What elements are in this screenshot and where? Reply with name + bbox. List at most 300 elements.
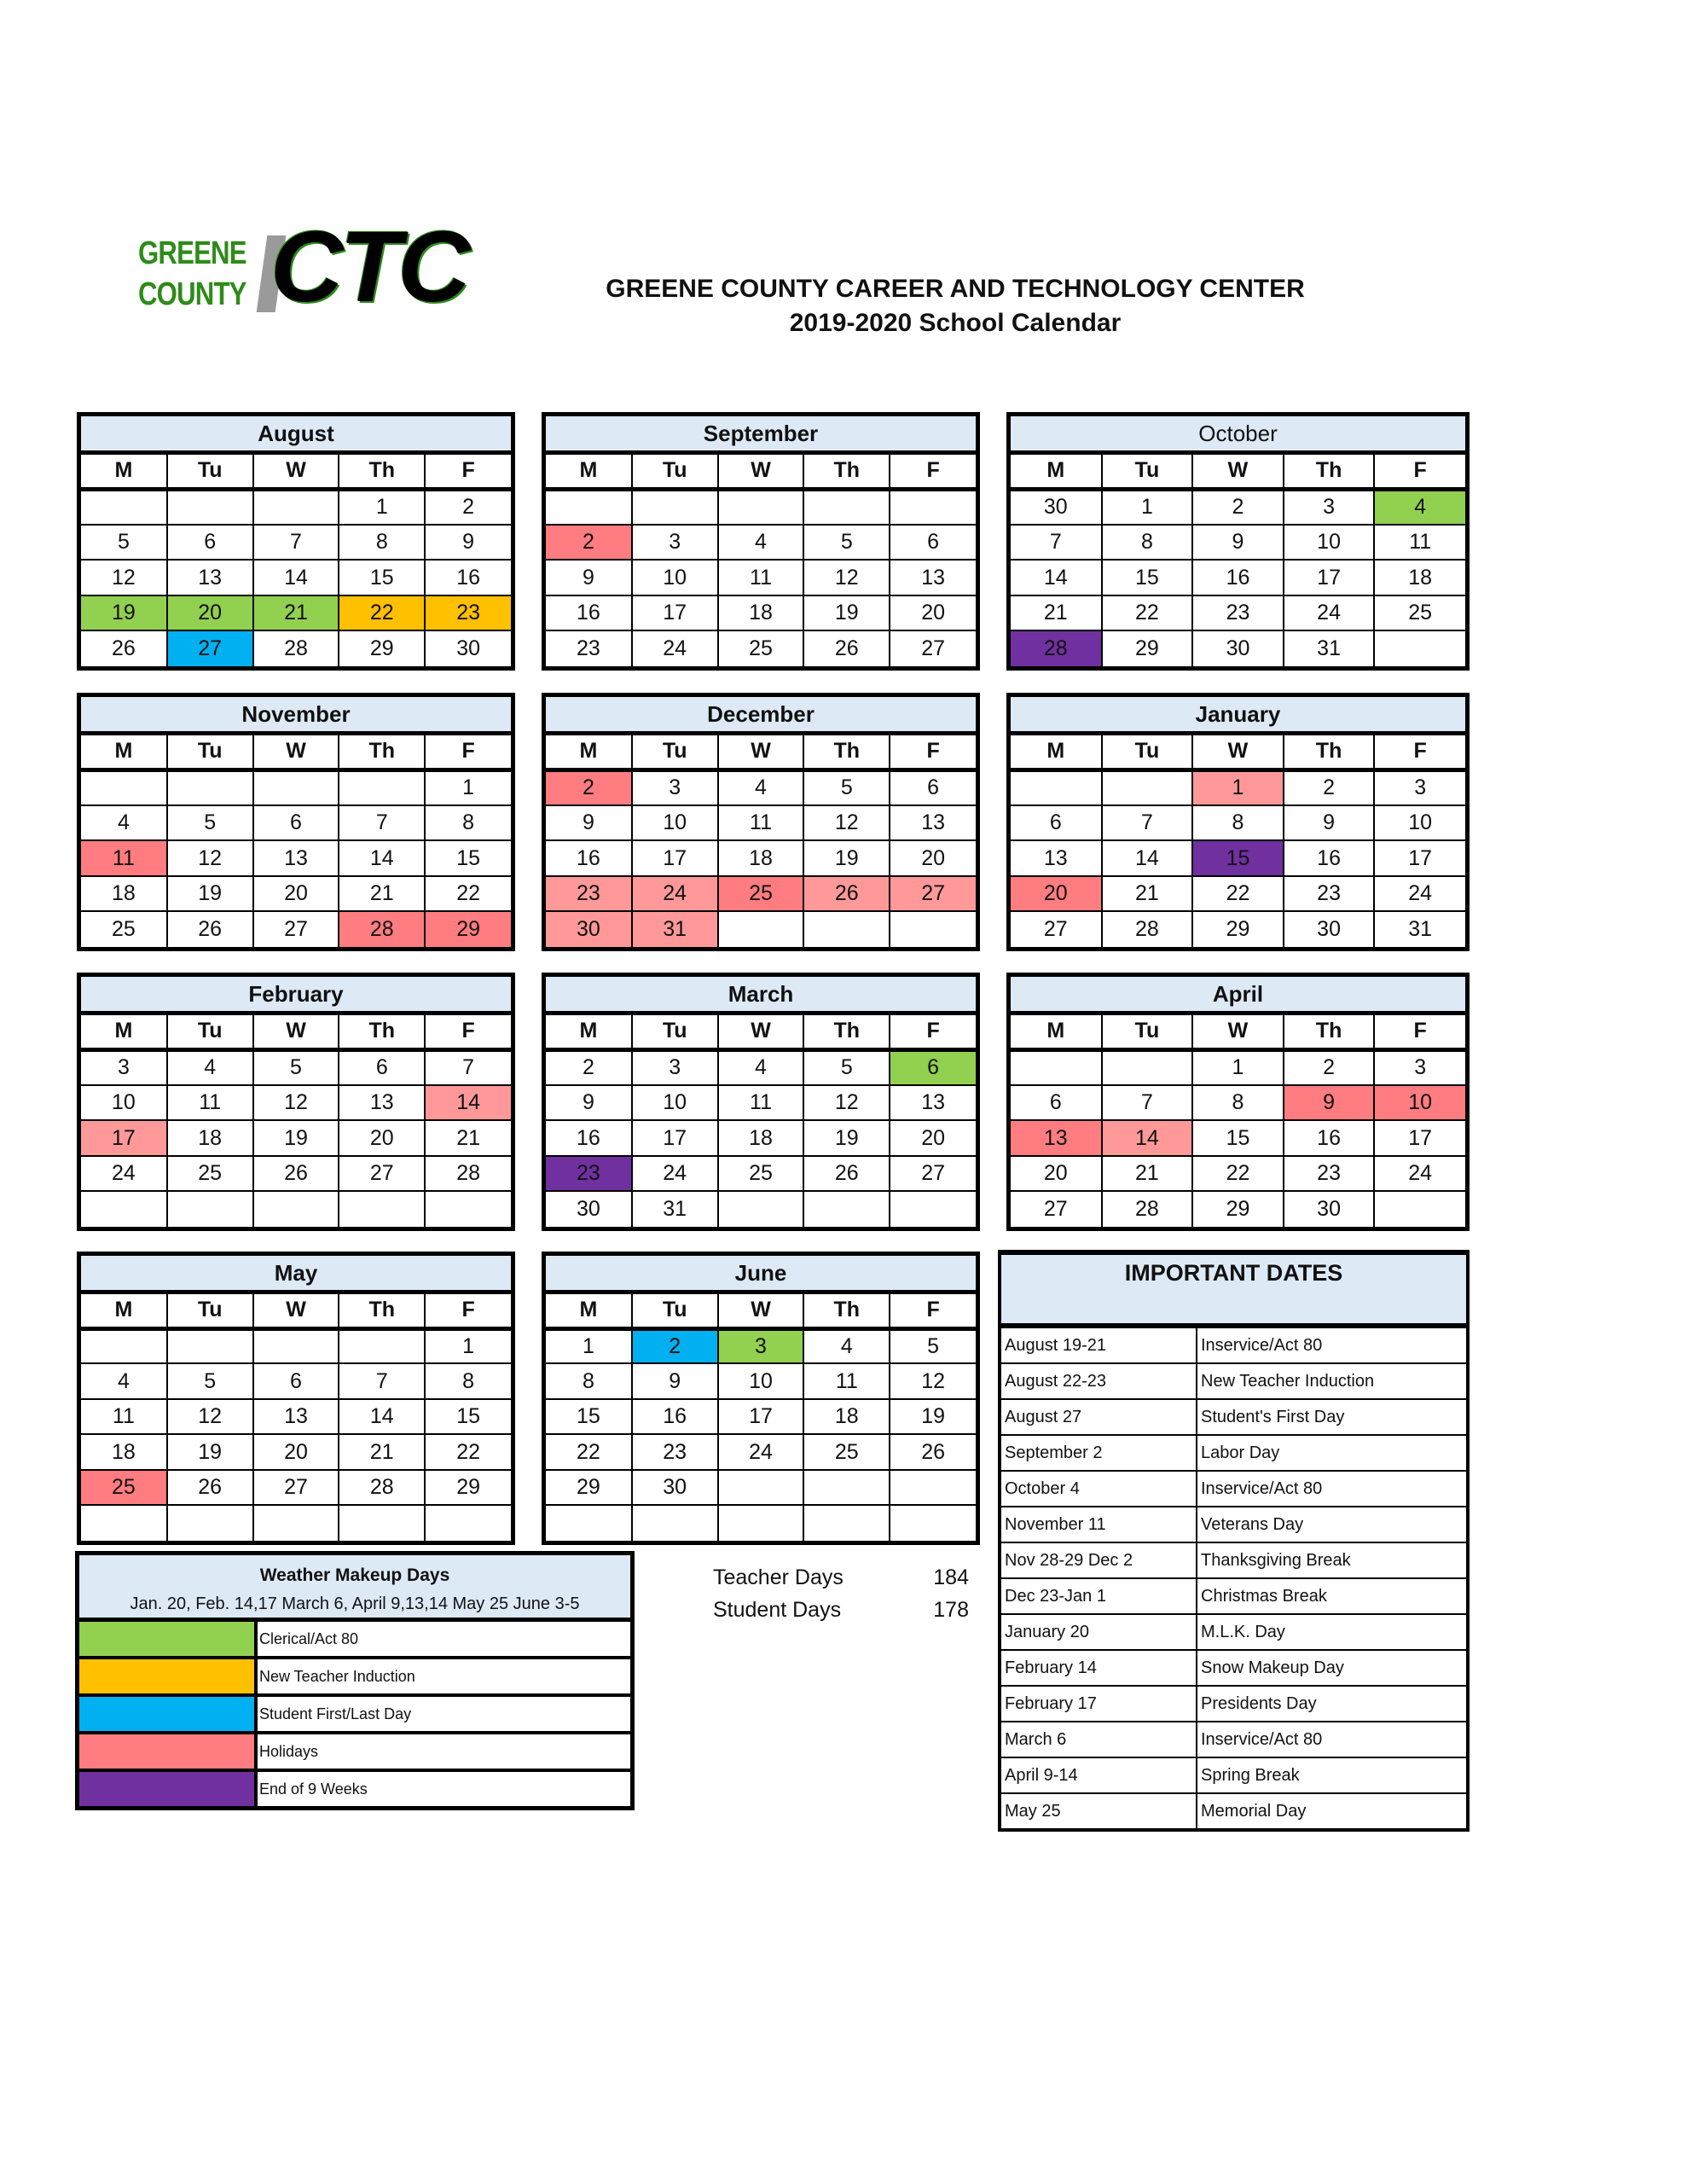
day-cell: 6 [1011,1085,1102,1121]
day-cell: 10 [81,1085,167,1121]
day-cell: 16 [546,595,632,631]
day-cell: 10 [1374,805,1465,841]
day-cell: 19 [803,1120,890,1156]
week-row [81,489,511,525]
day-cell: 14 [339,1399,425,1434]
day-cell: 13 [339,1085,425,1121]
weekday-header: Th [339,1014,425,1050]
weekday-header: Th [803,734,890,770]
day-cell: 20 [339,1120,425,1156]
day-cell: 20 [890,595,976,631]
legend-label: End of 9 Weeks [259,1780,368,1798]
day-cell: 28 [339,1470,425,1505]
weekday-header: M [81,453,167,490]
week-row [81,805,511,841]
day-cell: 23 [546,876,632,912]
logo-text [138,233,246,315]
day-cell: 12 [803,805,890,841]
day-cell: 6 [890,770,976,805]
day-cell: 25 [718,876,804,912]
week-row [546,630,976,666]
day-cell: 13 [167,560,253,595]
important-event: Thanksgiving Break [1197,1542,1466,1578]
empty-cell [339,1191,425,1227]
legend-item [79,1734,630,1772]
important-event: Spring Break [1197,1757,1466,1793]
important-date: September 2 [1001,1435,1197,1471]
empty-cell [339,1505,425,1541]
week-row [1011,805,1465,841]
day-cell: 17 [1374,1120,1465,1156]
day-cell: 18 [81,1434,167,1469]
week-row [546,1470,976,1505]
week-row [81,595,511,631]
day-cell: 23 [546,630,632,666]
week-row [1011,911,1465,947]
day-cell: 17 [632,1120,718,1156]
legend-label: Student First/Last Day [259,1705,412,1722]
month-april [1006,973,1470,1231]
day-cell: 9 [546,560,632,595]
day-cell: 10 [1374,1085,1465,1121]
day-cell: 11 [718,560,804,595]
day-cell: 7 [339,1363,425,1398]
day-cell: 10 [1284,525,1375,561]
empty-cell [339,770,425,805]
day-cell: 5 [890,1328,976,1363]
day-cell: 3 [1374,770,1465,805]
month-march [542,973,980,1231]
day-cell: 4 [718,525,804,561]
week-row [546,1156,976,1192]
month-december [542,693,980,951]
day-cell: 11 [167,1085,253,1121]
logo-line2: COUNTY [138,276,246,312]
day-cell: 20 [1011,1156,1102,1192]
week-row [546,1434,976,1469]
day-cell: 14 [253,560,339,595]
day-cell: 22 [546,1434,632,1469]
empty-cell [718,911,804,947]
day-cell: 28 [1102,911,1193,947]
day-cell: 13 [1011,1120,1102,1156]
empty-cell [1102,1049,1193,1085]
day-cell: 6 [890,1049,976,1085]
day-cell: 13 [890,560,976,595]
day-cell: 4 [803,1328,890,1363]
important-date: August 19-21 [1001,1327,1197,1363]
important-date-row [1001,1614,1466,1650]
empty-cell [253,489,339,525]
teacher-days-value: 184 [933,1565,969,1589]
day-cell: 8 [425,1363,511,1398]
week-row [1011,1156,1465,1192]
month-name: December [546,697,976,734]
day-cell: 2 [546,1049,632,1085]
day-cell: 6 [167,525,253,561]
week-row [81,525,511,561]
weekday-header: Tu [1102,734,1193,770]
day-cell: 1 [339,489,425,525]
weekday-header: M [81,1014,167,1050]
empty-cell [718,489,804,525]
day-cell: 20 [253,1434,339,1469]
weekday-header: Th [1284,453,1375,490]
legend-item [79,1772,630,1806]
important-event: Inservice/Act 80 [1197,1722,1466,1757]
day-cell: 23 [425,595,511,631]
day-cell: 5 [253,1049,339,1085]
empty-cell [890,1470,976,1505]
weekday-header: M [546,734,632,770]
week-row [546,770,976,805]
weekday-header: Th [803,453,890,490]
day-cell: 29 [1192,911,1284,947]
day-cell: 9 [1284,1085,1375,1121]
legend-swatch [79,1734,258,1769]
day-cell: 24 [632,876,718,912]
empty-cell [1011,770,1102,805]
important-date-row [1001,1578,1466,1614]
empty-cell [81,1505,167,1541]
day-cell: 26 [253,1156,339,1192]
week-row [546,1328,976,1363]
day-cell: 7 [339,805,425,841]
week-row [81,1470,511,1505]
legend-swatch [79,1622,258,1656]
day-cell: 11 [1374,525,1465,561]
day-cell: 27 [890,630,976,666]
day-cell: 11 [718,1085,804,1121]
legend-swatch [79,1659,258,1693]
day-cell: 16 [1192,560,1284,595]
day-cell: 16 [1284,1120,1375,1156]
day-cell: 17 [632,595,718,631]
weekday-header: Th [339,1292,425,1329]
day-cell: 15 [1192,1120,1284,1156]
empty-cell [890,489,976,525]
day-cell: 15 [1192,840,1284,876]
weekday-header: F [425,1292,511,1329]
week-row [81,770,511,805]
important-date: February 14 [1001,1650,1197,1686]
week-row [1011,1085,1465,1121]
week-row [81,1505,511,1541]
weather-makeup-header [79,1555,630,1622]
day-cell: 26 [803,630,890,666]
day-cell: 13 [890,1085,976,1121]
day-cell: 30 [1192,630,1284,666]
day-cell: 24 [1284,595,1375,631]
week-row [81,876,511,912]
teacher-days-label: Teacher Days [713,1565,844,1589]
month-name: October [1011,416,1465,453]
month-name: September [546,416,976,453]
day-cell: 27 [253,911,339,947]
week-row [81,840,511,876]
day-cell: 13 [890,805,976,841]
weekday-header: W [1192,453,1284,490]
day-cell: 25 [718,1156,804,1192]
day-cell: 2 [632,1328,718,1363]
important-date: Nov 28-29 Dec 2 [1001,1542,1197,1578]
day-cell: 9 [425,525,511,561]
day-cell: 23 [1284,876,1375,912]
week-row [546,1191,976,1227]
day-cell: 7 [1102,805,1193,841]
day-cell: 20 [890,840,976,876]
weekday-header: Th [339,453,425,490]
day-cell: 6 [1011,805,1102,841]
teacher-days [713,1561,969,1594]
month-name: June [546,1256,976,1292]
weekday-header: M [81,734,167,770]
important-date-row [1001,1507,1466,1542]
month-october [1006,412,1470,671]
important-event: Veterans Day [1197,1507,1466,1542]
weekday-header: M [1011,734,1102,770]
day-cell: 31 [1284,630,1375,666]
weekday-header: F [890,453,976,490]
day-cell: 23 [1192,595,1284,631]
week-row [546,1505,976,1541]
empty-cell [167,1505,253,1541]
day-cell: 5 [803,1049,890,1085]
day-cell: 24 [718,1434,804,1469]
month-january [1006,693,1470,951]
day-cell: 6 [253,805,339,841]
week-row [81,1049,511,1085]
important-event: M.L.K. Day [1197,1614,1466,1650]
day-cell: 1 [1192,770,1284,805]
weekday-header: Tu [167,734,253,770]
day-cell: 19 [167,1434,253,1469]
day-cell: 5 [803,525,890,561]
day-cell: 18 [718,1120,804,1156]
week-row [546,525,976,561]
month-name: August [81,416,511,453]
day-cell: 27 [890,1156,976,1192]
page-subtitle: 2019-2020 School Calendar [789,309,1122,337]
day-cell: 28 [1011,630,1102,666]
week-row [1011,525,1465,561]
month-name: April [1011,977,1465,1014]
day-cell: 26 [803,1156,890,1192]
day-cell: 30 [425,630,511,666]
week-row [546,1120,976,1156]
weekday-header: W [718,453,804,490]
day-cell: 16 [632,1399,718,1434]
weekday-header: M [1011,1014,1102,1050]
weekday-header: Tu [632,453,718,490]
month-name: May [81,1256,511,1292]
important-event: Memorial Day [1197,1793,1466,1828]
weekday-header: F [890,1014,976,1050]
day-cell: 5 [167,1363,253,1398]
student-days-value: 178 [933,1598,969,1622]
day-cell: 13 [253,840,339,876]
day-cell: 2 [1192,489,1284,525]
week-row [1011,630,1465,666]
day-cell: 13 [1011,840,1102,876]
day-cell: 4 [718,1049,804,1085]
day-cell: 18 [167,1120,253,1156]
day-cell: 24 [1374,876,1465,912]
day-cell: 4 [81,1363,167,1398]
day-cell: 30 [546,911,632,947]
day-cell: 12 [890,1363,976,1398]
day-cell: 24 [632,630,718,666]
day-cell: 8 [546,1363,632,1398]
day-cell: 22 [1192,876,1284,912]
important-dates-table [998,1250,1470,1832]
week-row [546,1085,976,1121]
day-cell: 19 [803,840,890,876]
day-cell: 21 [425,1120,511,1156]
empty-cell [81,489,167,525]
empty-cell [546,1505,632,1541]
day-cell: 30 [546,1191,632,1227]
week-row [81,560,511,595]
important-event: Inservice/Act 80 [1197,1327,1466,1363]
important-date: August 27 [1001,1399,1197,1435]
week-row [1011,1049,1465,1085]
legend-label: Clerical/Act 80 [259,1630,359,1647]
week-row [1011,840,1465,876]
weekday-header: M [81,1292,167,1329]
day-cell: 28 [1102,1191,1193,1227]
day-cell: 15 [339,560,425,595]
day-cell: 7 [1102,1085,1193,1121]
day-cell: 18 [718,840,804,876]
important-dates-title: IMPORTANT DATES [1001,1255,1466,1327]
day-cell: 9 [632,1363,718,1398]
week-row [1011,1120,1465,1156]
week-row [546,595,976,631]
empty-cell [803,1191,890,1227]
day-cell: 25 [718,630,804,666]
day-cell: 7 [425,1049,511,1085]
empty-cell [1011,1049,1102,1085]
day-cell: 30 [1284,1191,1375,1227]
important-event: Snow Makeup Day [1197,1650,1466,1686]
weekday-header: Tu [1102,453,1193,490]
important-date: Dec 23-Jan 1 [1001,1578,1197,1614]
day-cell: 31 [632,911,718,947]
day-cell: 18 [718,595,804,631]
day-cell: 9 [1284,805,1375,841]
day-cell: 28 [425,1156,511,1192]
week-row [1011,560,1465,595]
important-date-row [1001,1399,1466,1435]
day-cell: 24 [632,1156,718,1192]
day-cell: 9 [546,1085,632,1121]
day-cell: 25 [803,1434,890,1469]
day-cell: 12 [167,840,253,876]
day-cell: 3 [632,770,718,805]
important-date: November 11 [1001,1507,1197,1542]
day-cell: 26 [81,630,167,666]
day-cell: 20 [253,876,339,912]
important-date-row [1001,1722,1466,1757]
empty-cell [425,1191,511,1227]
day-cell: 27 [1011,911,1102,947]
important-date: February 17 [1001,1686,1197,1722]
day-cell: 17 [81,1120,167,1156]
important-event: Inservice/Act 80 [1197,1471,1466,1507]
day-cell: 22 [425,1434,511,1469]
day-cell: 23 [632,1434,718,1469]
important-date-row [1001,1793,1466,1828]
day-cell: 14 [1102,1120,1193,1156]
empty-cell [1374,1191,1465,1227]
day-cell: 19 [253,1120,339,1156]
day-cell: 1 [1192,1049,1284,1085]
empty-cell [632,489,718,525]
day-cell: 8 [425,805,511,841]
week-row [81,1328,511,1363]
day-cell: 25 [81,1470,167,1505]
day-cell: 20 [890,1120,976,1156]
important-date: October 4 [1001,1471,1197,1507]
weekday-header: F [1374,734,1465,770]
day-cell: 22 [425,876,511,912]
day-cell: 16 [546,840,632,876]
important-date: May 25 [1001,1793,1197,1828]
weekday-header: M [1011,453,1102,490]
empty-cell [81,1328,167,1363]
day-cell: 18 [1374,560,1465,595]
day-cell: 31 [1374,911,1465,947]
day-cell: 14 [339,840,425,876]
weekday-header: Th [803,1292,890,1329]
week-row [81,1363,511,1398]
day-cell: 1 [425,1328,511,1363]
day-cell: 29 [546,1470,632,1505]
day-cell: 21 [1102,1156,1193,1192]
weekday-header: Th [1284,1014,1375,1050]
day-cell: 29 [425,911,511,947]
weekday-header: Tu [167,453,253,490]
day-cell: 22 [339,595,425,631]
day-cell: 12 [81,560,167,595]
week-row [81,1085,511,1121]
important-date-row [1001,1650,1466,1686]
day-cell: 24 [81,1156,167,1192]
day-cell: 21 [253,595,339,631]
day-cell: 2 [1284,1049,1375,1085]
empty-cell [167,489,253,525]
day-cell: 21 [339,1434,425,1469]
weekday-header: F [890,734,976,770]
important-date-row [1001,1471,1466,1507]
weekday-header: Tu [1102,1014,1193,1050]
day-cell: 10 [632,805,718,841]
week-row [81,1191,511,1227]
day-cell: 30 [632,1470,718,1505]
week-row [546,911,976,947]
day-cell: 4 [167,1049,253,1085]
day-cell: 25 [167,1156,253,1192]
weekday-header: W [718,1014,804,1050]
day-cell: 30 [1011,489,1102,525]
important-event: Labor Day [1197,1435,1466,1471]
day-cell: 10 [632,560,718,595]
day-cell: 6 [890,525,976,561]
weekday-header: W [253,734,339,770]
empty-cell [803,1505,890,1541]
week-row [546,840,976,876]
